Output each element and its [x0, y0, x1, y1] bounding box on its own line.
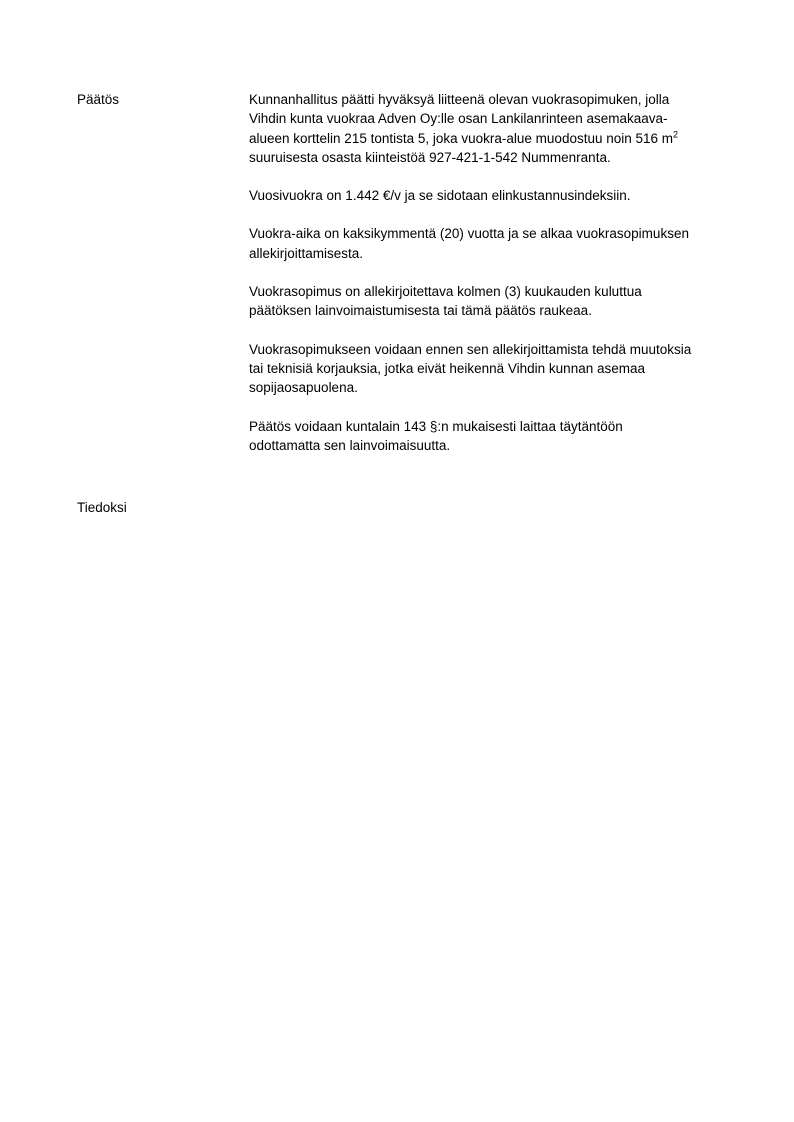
paragraph-line-text: alueen korttelin 215 tontista 5, joka vuokra-alue muodostuu noin 516 m — [249, 130, 674, 146]
paragraph-line: Vihdin kunta vuokraa Adven Oy:lle osan Lankilanrinteen asemakaava- — [249, 111, 668, 127]
decision-paragraph-signing-deadline — [249, 282, 749, 321]
paragraph-line: päätöksen lainvoimaistumisesta tai tämä päätös raukeaa. — [249, 303, 592, 319]
decision-paragraph-lease-approval — [249, 90, 749, 167]
paragraph-line: Vuosivuokra on 1.442 €/v ja se sidotaan elinkustannusindeksiin. — [249, 188, 631, 204]
paragraph-line: odottamatta sen lainvoimaisuutta. — [249, 437, 451, 453]
paragraph-line: suuruisesta osasta kiinteistöä 927-421-1-542 Nummenranta. — [249, 149, 611, 165]
section-heading-paatos: Päätös — [77, 92, 120, 107]
paragraph-line: Vuokrasopimus on allekirjoitettava kolmen (3) kuukauden kuluttua — [249, 284, 642, 300]
decision-paragraph-lease-term — [249, 224, 749, 263]
paragraph-line: sopijaosapuolena. — [249, 380, 358, 396]
paragraph-line: tai teknisiä korjauksia, jotka eivät heikennä Vihdin kunnan asemaa — [249, 360, 645, 376]
paragraph-line: allekirjoittamisesta. — [249, 245, 364, 261]
paragraph-line: Vuokrasopimukseen voidaan ennen sen allekirjoittamista tehdä muutoksia — [249, 341, 692, 357]
decision-paragraph-annual-rent — [249, 186, 749, 205]
paragraph-line: Kunnanhallitus päätti hyväksyä liitteenä olevan vuokrasopimuken, jolla — [249, 92, 670, 107]
section-heading-tiedoksi: Tiedoksi — [77, 500, 127, 515]
decision-paragraph-enforcement — [249, 417, 749, 456]
paragraph-line: Päätös voidaan kuntalain 143 §:n mukaisesti laittaa täytäntöön — [249, 418, 623, 434]
area-unit-superscript: 2 — [673, 129, 679, 140]
decision-paragraph-amendments — [249, 340, 749, 398]
decision-body — [249, 90, 749, 474]
paragraph-line-with-unit — [249, 129, 749, 148]
paragraph-line: Vuokra-aika on kaksikymmentä (20) vuotta ja se alkaa vuokrasopimuksen — [249, 226, 689, 242]
